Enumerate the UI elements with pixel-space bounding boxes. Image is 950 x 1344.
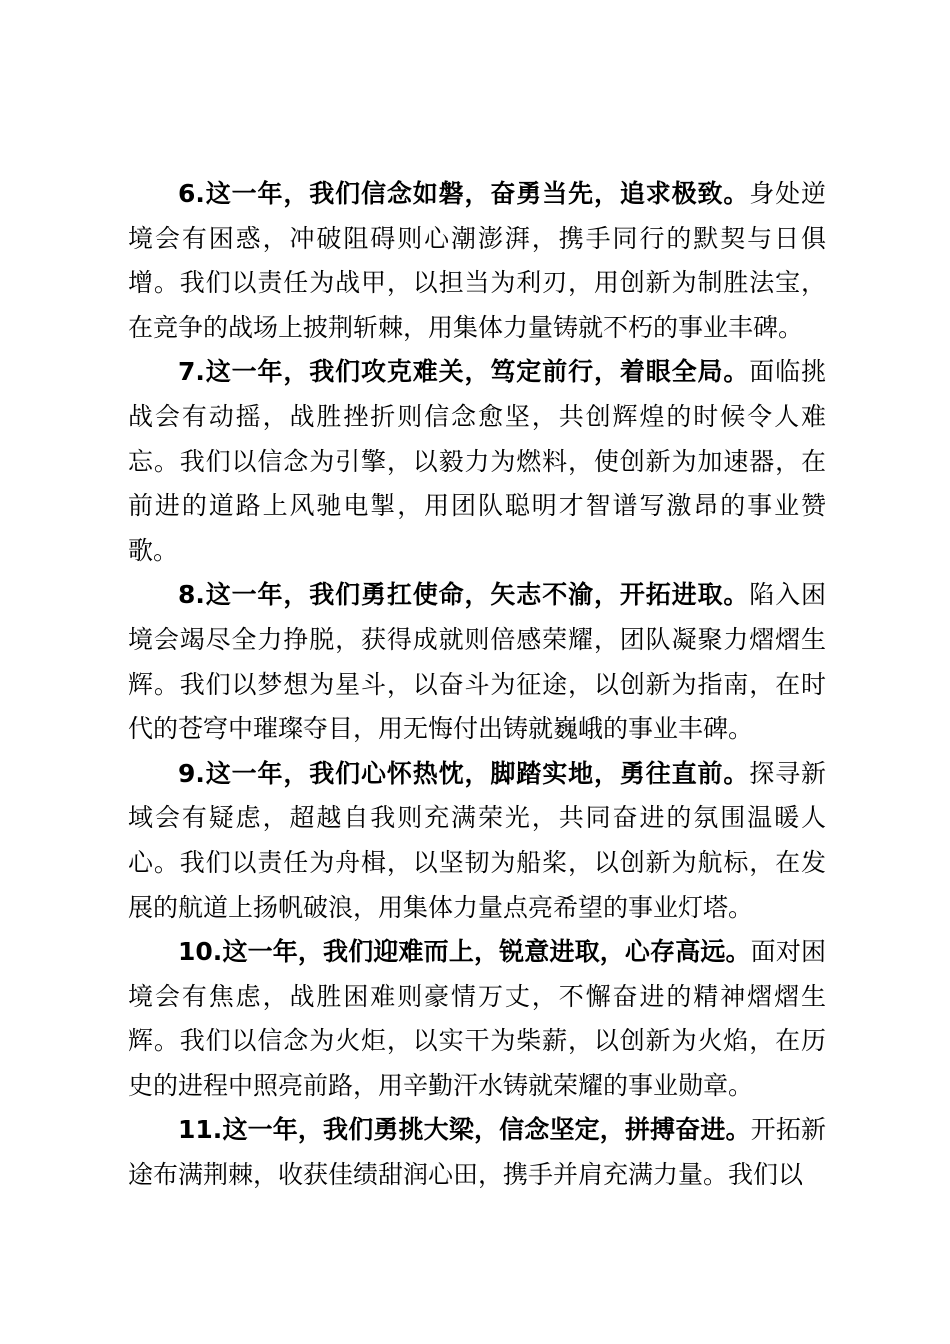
paragraph-8 — [128, 573, 826, 751]
paragraph-10 — [128, 930, 826, 1108]
paragraph-lead: 8.这一年，我们勇扛使命，矢志不渝，开拓进取。 — [178, 580, 750, 610]
paragraph-text: 陷入困境会竭尽全力挣脱，获得成就则倍感荣耀，团队凝聚力熠熠生辉。我们以梦想为星斗，以奋斗为征途，以创新为指南，在时代的苍穹中璀璨夺目，用无悔付出铸就巍峨的事业丰碑。 — [128, 580, 826, 744]
paragraph-lead: 11.这一年，我们勇挑大梁，信念坚定，拼搏奋进。 — [178, 1115, 751, 1145]
paragraph-lead: 10.这一年，我们迎难而上，锐意进取，心存高远。 — [178, 937, 751, 967]
paragraph-lead: 6.这一年，我们信念如磐，奋勇当先，追求极致。 — [178, 179, 750, 208]
document-body — [128, 172, 826, 1198]
paragraph-lead: 7.这一年，我们攻克难关，笃定前行，着眼全局。 — [178, 357, 750, 387]
paragraph-9 — [128, 752, 826, 930]
paragraph-11 — [128, 1108, 826, 1197]
paragraph-text: 面临挑战会有动摇，战胜挫折则信念愈坚，共创辉煌的时候令人难忘。我们以信念为引擎，以毅力为燃料，使创新为加速器，在前进的道路上风驰电掣，用团队聪明才智谱写激昂的事业赞歌。 — [128, 357, 826, 565]
paragraph-text: 探寻新 域会有疑虑，超越自我则充满荣光，共同奋进的氛围温暖人心。我们以责任为舟楫，以坚韧为船桨，以创新为航标，在发展的航道上扬帆破浪，用集体力量点亮希望的事业灯塔。 — [128, 758, 826, 922]
paragraph-text: 面对困境会有焦虑，战胜困难则豪情万丈，不懈奋进的精神熠熠生辉。我们以信念为火炬，以实干为柴薪，以创新为火焰，在历史的进程中照亮前路，用辛勤汗水铸就荣耀的事业勋章。 — [128, 937, 826, 1100]
paragraph-text: 开拓新途布满荆棘，收获佳绩甜润心田，携手并肩充满力量。我们以 — [128, 1115, 826, 1190]
paragraph-7 — [128, 350, 826, 573]
paragraph-6 — [128, 172, 826, 350]
paragraph-lead: 9.这一年，我们心怀热忱，脚踏实地，勇往直前。 — [178, 758, 750, 788]
paragraph-text: 身处逆境会有困惑，冲破阻碍则心潮澎湃，携手同行的默契与日俱增。我们以责任为战甲，以担当为利刃，用创新为制胜法宝，在竞争的战场上披荆斩棘，用集体力量铸就不朽的事业丰碑。 — [128, 179, 826, 342]
